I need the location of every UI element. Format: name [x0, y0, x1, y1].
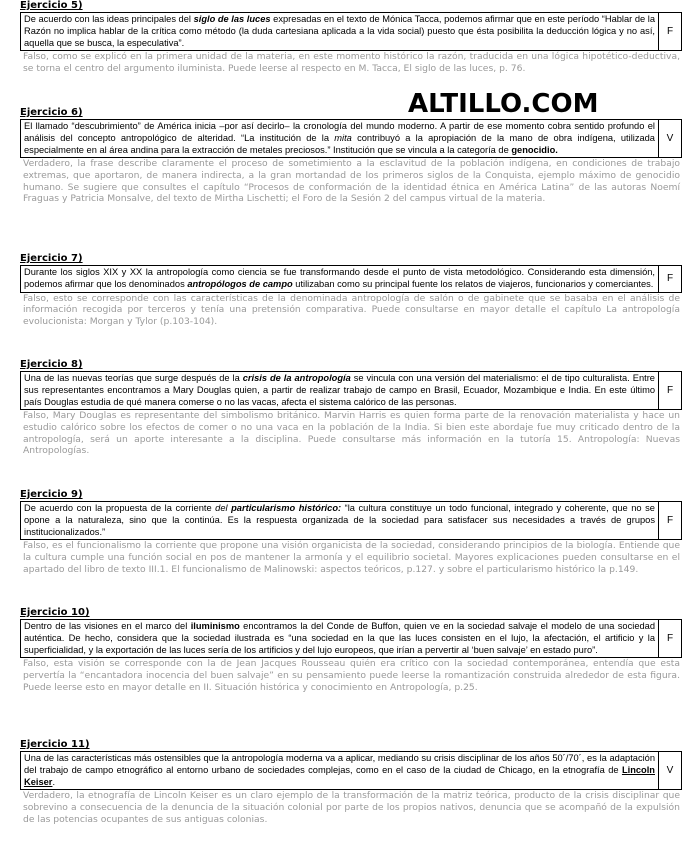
answer-cell: F: [666, 633, 674, 645]
question-text-part: se vincula con una versión del materialismo: el de tipo culturalista. Entre sus representantes encontramos a Mary Douglas quien, a partir de realizar trabajo de campo en Brasil, Ecuador, Mozambique e India. En este último país Douglas estudia de qué manera comerse o no las vacas, afecta el sistema calórico de las personas.: [24, 373, 655, 407]
question-text-part: “la cultura constituye un todo funcional, integrado y coherente, que no se opone a la naturaleza, sino que la continúa. Es la respuesta organizada de la sociedad para satisfacer sus necesidades a través de grupos institucionalizados.”: [24, 503, 655, 537]
question-text-part: Una de las nuevas teorías que surge después de la: [24, 373, 243, 383]
question-text-part: expresadas en el texto de Mónica Tacca, podemos afirmar que en este período “Hablar de la Razón no implica hablar de la crítica como método (la duda cartesiana aplicada a la vida social) puesto que ésta posibilita la deducción lógica y no así, aquella que se busca, la especulativa”.: [24, 14, 655, 48]
explanation: Falso, esta visión se corresponde con la de Jean Jacques Rousseau quién era crítico con la sociedad contemporánea, entendía que esta pervertía la “encantadora inocencia del buen salvaje” en su pensamiento puede leerse la romantización construida alrededor de esta figura. Puede leerse esto en mayor detalle en II. Situación histórica y conocimiento en Antropología, p.25.: [23, 658, 680, 693]
exercise-title: Ejercicio 5): [20, 0, 83, 11]
answer-cell: V: [666, 133, 674, 145]
exercise-5: [20, 0, 682, 75]
exercise-title: Ejercicio 10): [20, 607, 90, 618]
exercise-6: [20, 107, 682, 205]
question-bold: genocidio.: [511, 144, 558, 155]
question-italic: del: [215, 503, 228, 513]
question-text: [21, 372, 659, 409]
exercise-9: [20, 489, 682, 575]
explanation: Verdadero, la etnografía de Lincoln Keiser es un claro ejemplo de la transformación de la matriz teórica, producto de la crisis disciplinar que sobrevino a consecuencia de la denuncia de la situación colonial por parte de los propios nativos, denuncia que se acompañó de la expulsión de las potencias ocupantes de sus antiguas colonias.: [23, 790, 680, 825]
question-text-part: Dentro de las visiones en el marco del: [24, 621, 191, 631]
question-highlight: particularismo histórico:: [231, 503, 342, 513]
exercise-title: Ejercicio 8): [20, 359, 83, 370]
question-box: [20, 371, 682, 410]
question-box: [20, 751, 682, 790]
question-text-part: utilizaban como su principal fuente los relatos de viajeros, funcionarios y comerciantes.: [292, 278, 654, 289]
question-text: [21, 752, 659, 789]
question-text: [21, 502, 659, 539]
exercise-7: [20, 253, 682, 327]
question-text: [21, 120, 659, 157]
exercise-title: Ejercicio 11): [20, 739, 90, 750]
question-text-part: El llamado “descubrimiento” de América inicia –por así decirlo– la cronología del mundo moderno. A partir de ese momento cobra sentido profundo el análisis del concepto antropológico de alteridad. “La institución de la: [24, 121, 655, 143]
question-box: [20, 501, 682, 540]
exercise-title: Ejercicio 6): [20, 107, 83, 118]
question-bold: iluminismo: [190, 621, 240, 631]
question-box: [20, 265, 682, 293]
question-text: [21, 13, 659, 50]
explanation: Verdadero, la frase describe claramente el proceso de sometimiento a la esclavitud de la población indígena, en condiciones de trabajo extremas, que aportaron, de manera indirecta, a la gran mortandad de los primeros siglos de la Conquista, ejemplo máximo de genocidio humano. Se sugiere que consultes el capítulo “Procesos de conformación de la identidad étnica en América Latina” de las autoras Noemí Fraguas y Patricia Monsalve, del texto de Mirtha Lischetti; el Foro de la Sesión 2 del campus virtual de la materia.: [23, 158, 680, 205]
question-text-part: De acuerdo con la propuesta de la corriente: [24, 503, 216, 513]
answer-cell: F: [666, 515, 674, 527]
exercise-10: [20, 607, 682, 693]
question-text-part: encontramos la del Conde de Buffon, quien ve en la sociedad salvaje el modelo de una sociedad auténtica. De hecho, considera que la sociedad ilustrada es “una sociedad en la que las luces consisten en el lujo, la afectación, el artificio y la superficialidad, y la exportación de las luces sería de los artificios y del lujo europeos, que irían a pervertir al ‘buen salvaje’ en estado puro”.: [24, 621, 656, 655]
question-text-part: Una de las características más ostensibles que la antropología moderna va a aplicar, mediando su crisis disciplinar de los años 50´/70´, es la adaptación del trabajo de campo etnográfico al entorno urbano de sociedades complejas, como en el caso de la ciudad de Chicago, en la etnografía de: [24, 753, 655, 775]
exercise-11: [20, 739, 682, 825]
exercise-8: [20, 359, 682, 457]
question-box: [20, 619, 682, 658]
question-box: [20, 119, 682, 158]
answer-cell: F: [666, 385, 674, 397]
question-text: [21, 620, 659, 657]
question-highlight: antropólogos de campo: [187, 278, 293, 289]
question-text-part: .: [52, 776, 56, 787]
question-bold: Lincoln Keiser: [24, 764, 655, 787]
explanation: Falso, Mary Douglas es representante del simbolismo británico. Marvin Harris es quien forma parte de la renovación materialista y hace un estudio calórico sobre los efectos de comer o no una vaca en la población de la India. Si bien este abordaje fue muy criticado dentro de la antropología, será un aporte interesante a la disciplina. Puede consultarse más información en la tutoría 15. Antropología: Nuevas Antropologías.: [23, 410, 680, 457]
question-text: [21, 266, 659, 292]
question-text-part: contribuyó a la apropiación de la mano de obra indígena, utilizada especialmente en al área andina para la extracción de metales preciosos.” Institución que se vincula a la categoría de: [24, 132, 655, 155]
question-italic: mita: [334, 132, 352, 143]
question-text-part: Durante los siglos XIX y XX la antropología como ciencia se fue transformando desde el punto de vista metodológico. Considerando esta dimensión, podemos afirmar que los denominados: [24, 267, 655, 289]
question-highlight: crisis de la antropología: [242, 373, 351, 383]
exercise-title: Ejercicio 7): [20, 253, 83, 264]
explanation: Falso, como se explicó en la primera unidad de la materia, en este momento histórico la razón, traducida en una lógica hipotético-deductiva, se torna el centro del argumento iluminista. Puede leerse al respecto en M. Tacca, El siglo de las luces, p. 76.: [23, 51, 680, 74]
answer-cell: F: [666, 26, 674, 38]
answer-cell: V: [666, 765, 674, 777]
watermark: ALTILLO.COM: [408, 89, 599, 119]
exercise-title: Ejercicio 9): [20, 489, 83, 500]
answer-cell: F: [666, 273, 674, 285]
explanation: Falso, esto se corresponde con las características de la denominada antropología de salón o de gabinete que se basaba en el análisis de información recogida por terceros y tenía una pretensión comparativa. Puede consultarse en mayor detalle el capítulo La antropología evolucionista: Morgan y Tylor (p.103-104).: [23, 292, 680, 327]
explanation: Falso, es el funcionalismo la corriente que propone una visión organicista de la sociedad, considerando principios de la biología. Entiende que la cultura cumple una función social en pos de mantener la armonía y el equilibrio societal. Mayores explicaciones pueden consultarse en el apartado del libro de texto III.1. El funcionalismo de Malinowski: aspectos teóricos, p.127. y sobre el particularismo histórico la p.149.: [23, 540, 680, 575]
question-text-part: De acuerdo con las ideas principales del: [24, 14, 194, 24]
question-highlight: siglo de las luces: [193, 14, 271, 24]
question-box: [20, 12, 682, 51]
